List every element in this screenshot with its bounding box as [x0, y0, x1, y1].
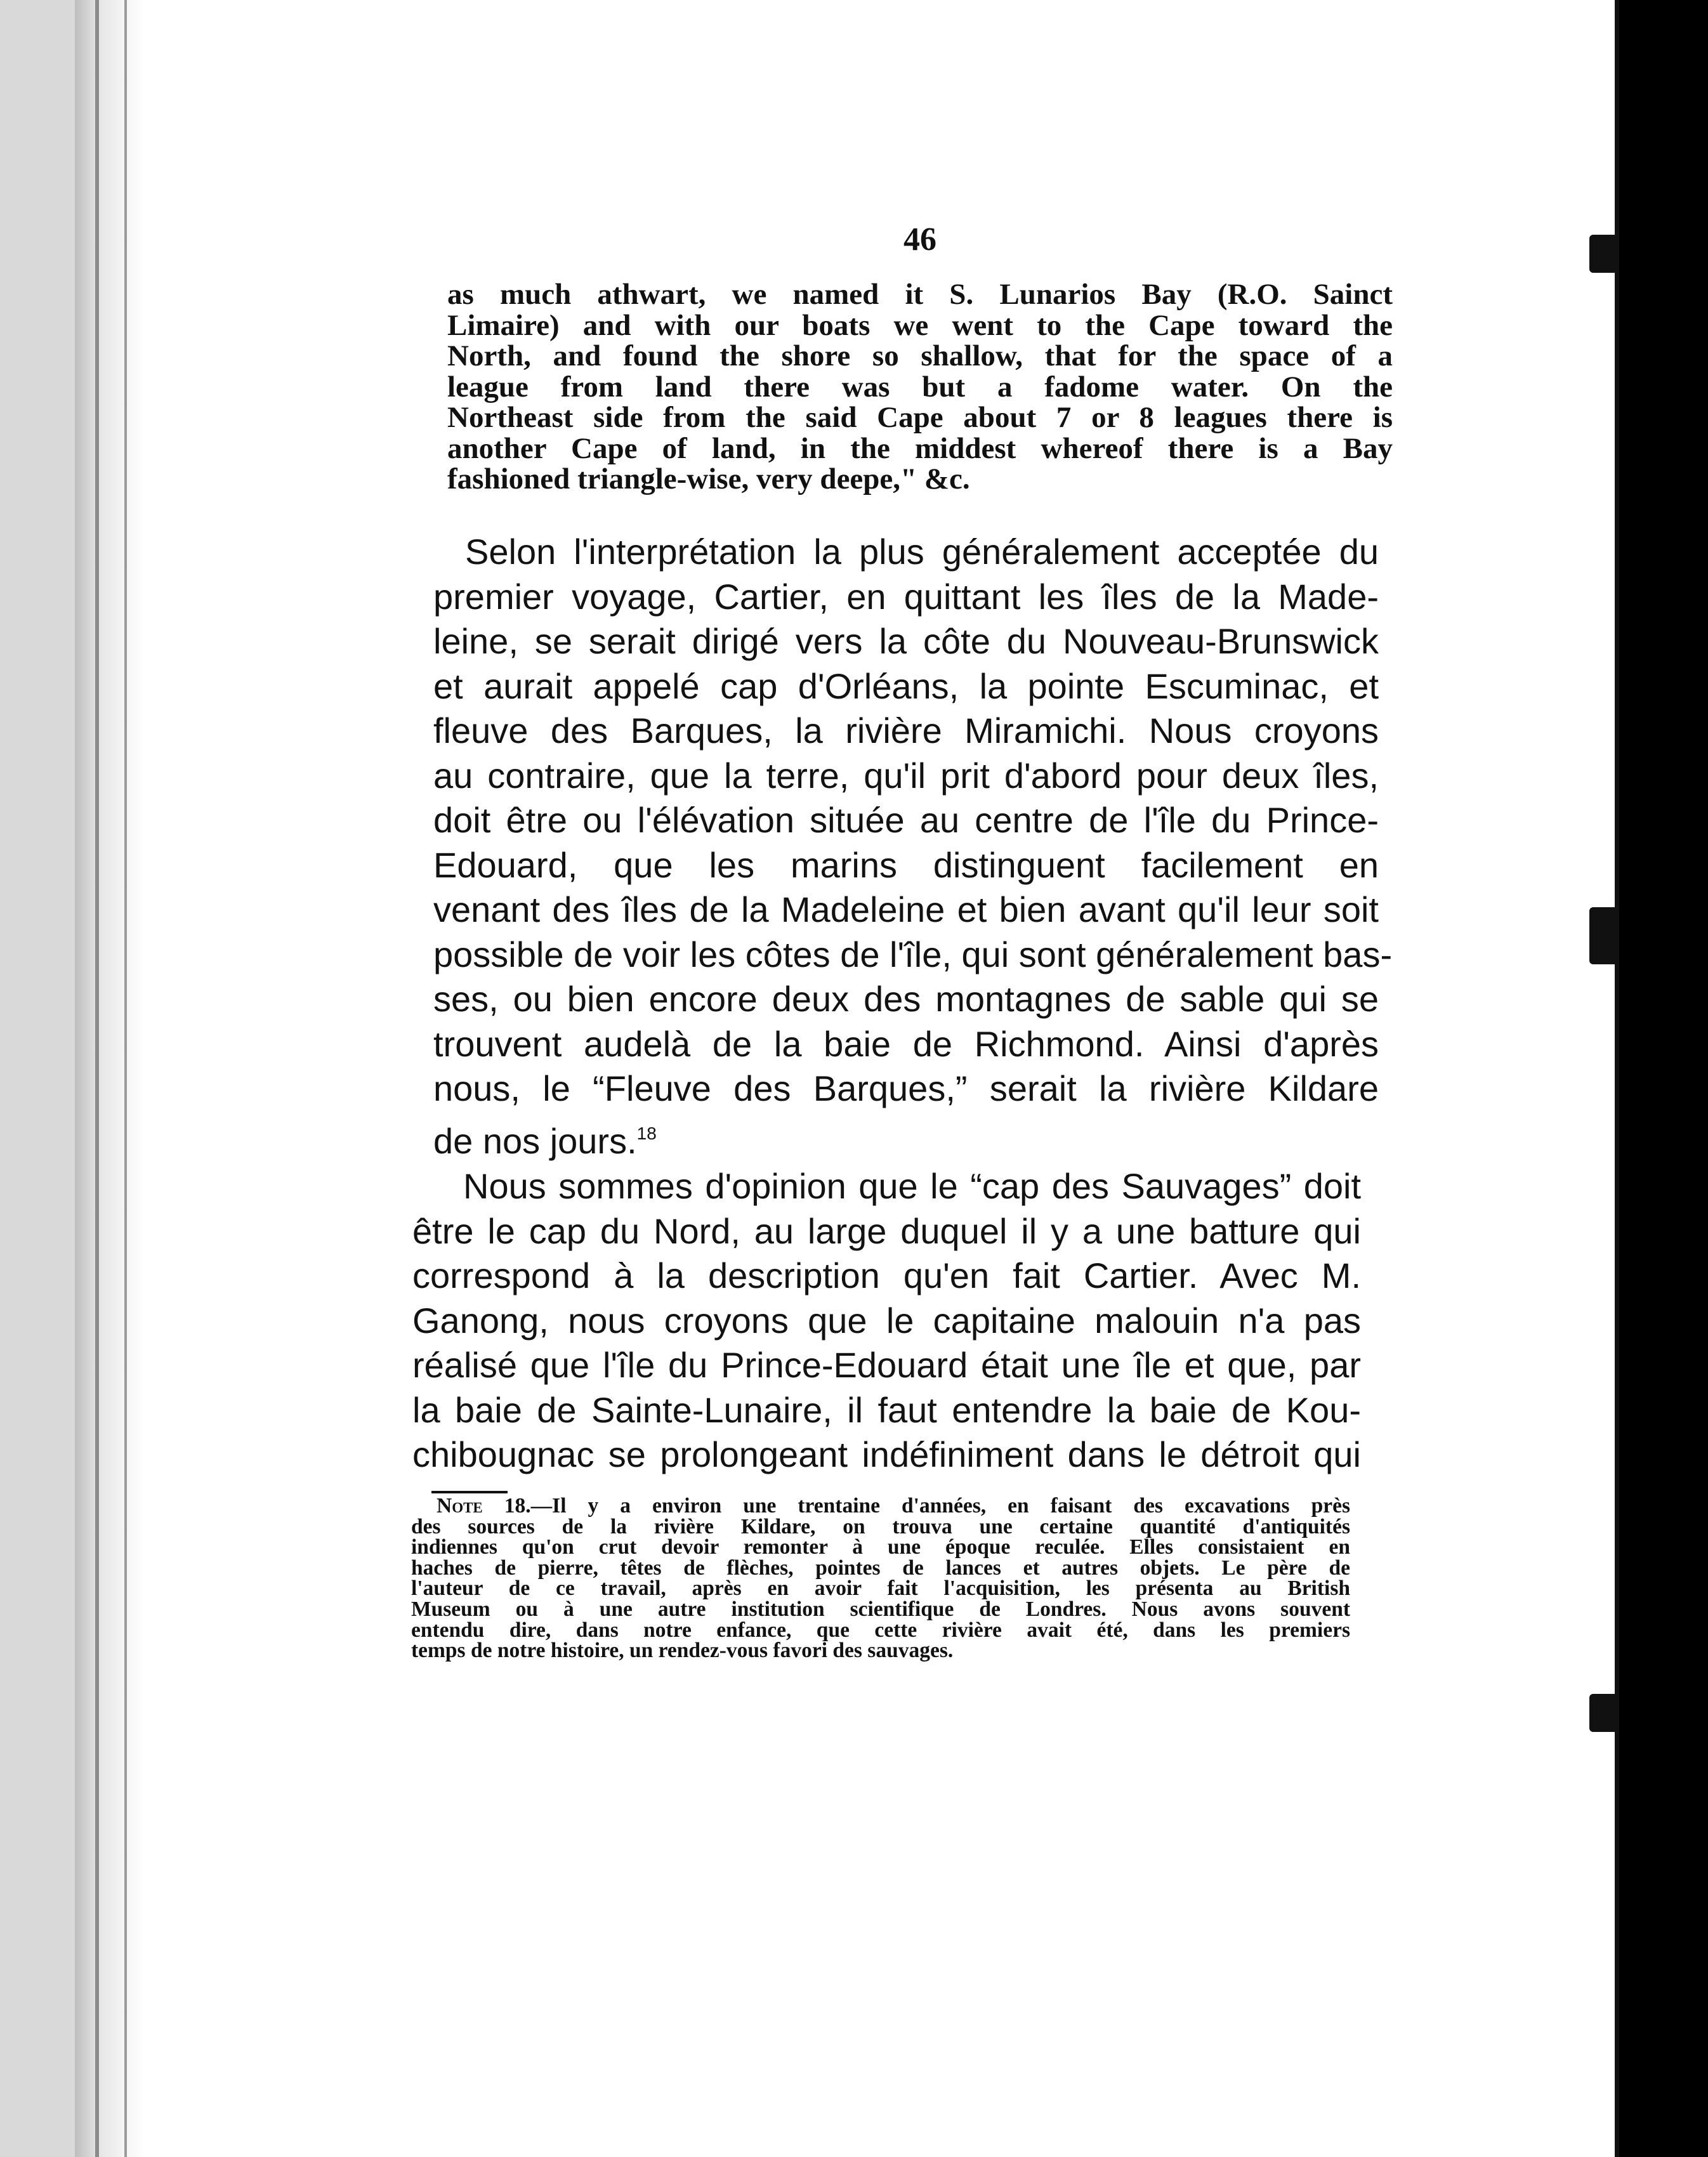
paragraph-line: fleuve des Barques, la rivière Miramichi. Nous croyons	[433, 711, 1379, 751]
footnote-reference: 18	[636, 1123, 657, 1143]
footnote	[411, 1496, 1350, 1662]
paragraph-line: premier voyage, Cartier, en quittant les îles de la Made-	[433, 576, 1379, 617]
paragraph-interpretation	[433, 530, 1393, 1164]
paragraph-line: correspond à la description qu'en fait Cartier. Avec M.	[412, 1256, 1361, 1295]
paragraph-line: Selon l'interprétation la plus généralement acceptée du	[465, 532, 1379, 572]
paragraph-line: la baie de Sainte-Lunaire, il faut entendre la baie de Kou-	[412, 1389, 1361, 1430]
paragraph-line-text: de nos jours.	[433, 1120, 637, 1161]
paragraph-line: leine, se serait dirigé vers la côte du Nouveau-Brunswick	[433, 621, 1379, 661]
paragraph-line: réalisé que l'île du Prince-Edouard était une île et que, par	[412, 1345, 1361, 1385]
paragraph-line: ses, ou bien encore deux des montagnes de sable qui se	[433, 979, 1379, 1019]
footnote-line-text: —Il y a environ une trentaine d'années, en faisant des excavations près	[530, 1494, 1351, 1518]
footnote-line: Museum ou à une autre institution scientifique de Londres. Nous avons souvent	[411, 1597, 1350, 1621]
quote-line: Northeast side from the said Cape about 7 or 8 leagues there is	[447, 401, 1393, 434]
paragraph-line: Edouard, que les marins distinguent facilement en	[433, 844, 1379, 885]
paragraph-line: et aurait appelé cap d'Orléans, la pointe Escuminac, et	[433, 665, 1379, 706]
footnote-line	[411, 1496, 1350, 1517]
paragraph-line: au contraire, que la terre, qu'il prit d'abord pour deux îles,	[433, 755, 1379, 796]
english-quotation	[447, 279, 1393, 495]
paragraph-line: nous, le “Fleuve des Barques,” serait la rivière Kildare	[433, 1068, 1379, 1108]
paragraph-line: chibougnac se prolongeant indéfiniment dans le détroit qui	[412, 1434, 1361, 1474]
quote-line: North, and found the shore so shallow, that for the space of a	[447, 339, 1393, 372]
paragraph-line: trouvent audelà de la baie de Richmond. Ainsi d'après	[433, 1023, 1379, 1064]
quote-line: league from land there was but a fadome water. On the	[447, 370, 1393, 403]
footnote-line: des sources de la rivière Kildare, on trouva une certaine quantité d'antiquités	[411, 1514, 1350, 1538]
paragraph-line: doit être ou l'élévation située au centre de l'île du Prince-	[433, 800, 1379, 840]
footnote-divider	[431, 1491, 508, 1493]
paragraph-last-line	[433, 1111, 1379, 1164]
paragraph-line: venant des îles de la Madeleine et bien avant qu'il leur soit	[433, 889, 1379, 929]
paragraph-line: être le cap du Nord, au large duquel il y a une batture qui	[412, 1210, 1361, 1251]
paragraph-line: possible de voir les côtes de l'île, qui sont généralement bas-	[433, 934, 1393, 974]
paragraph-cap-des-sauvages	[412, 1164, 1361, 1478]
footnote-line: haches de pierre, têtes de flèches, pointes de lances et autres objets. Le père de	[411, 1556, 1350, 1580]
footnote-line: indiennes qu'on crut devoir remonter à une époque reculée. Elles consistaient en	[411, 1535, 1350, 1559]
quote-line: another Cape of land, in the middest whereof there is a Bay	[447, 431, 1393, 465]
quote-line: as much athwart, we named it S. Lunarios Bay (R.O. Sainct	[447, 278, 1393, 311]
paragraph-line: Ganong, nous croyons que le capitaine malouin n'a pas	[412, 1300, 1361, 1341]
quote-line: fashioned triangle-wise, very deepe," &c.	[447, 462, 970, 495]
paragraph-line: Nous sommes d'opinion que le “cap des Sauvages” doit	[463, 1166, 1361, 1206]
footnote-line: l'auteur de ce travail, après en avoir fait l'acquisition, les présenta au British	[411, 1577, 1350, 1601]
footnote-line: temps de notre histoire, un rendez-vous favori des sauvages.	[411, 1639, 954, 1663]
footnote-label: Note 18.	[437, 1494, 531, 1518]
quote-line: Limaire) and with our boats we went to the Cape toward the	[447, 308, 1393, 342]
footnote-line: entendu dire, dans notre enfance, que cette rivière avait été, dans les premiers	[411, 1618, 1350, 1642]
page-number: 46	[903, 221, 936, 258]
